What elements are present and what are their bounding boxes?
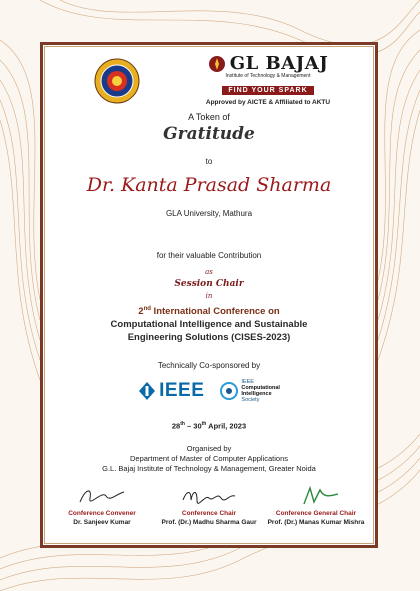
logo-subtitle: Institute of Technology & Management xyxy=(225,73,311,79)
token-line: A Token of xyxy=(188,112,230,122)
conference-line-2: Computational Intelligence and Sustainable xyxy=(110,319,308,330)
recipient-name: Dr. Kanta Prasad Sharma xyxy=(86,174,332,196)
sponsor-logos xyxy=(44,379,374,403)
ieee-text: IEEE xyxy=(159,380,205,401)
institution-logo xyxy=(192,54,344,110)
signatory-name: Prof. (Dr.) Madhu Sharma Gaur xyxy=(161,519,257,526)
cis-line-1: IEEE xyxy=(241,379,254,385)
cis-line-4: Society xyxy=(241,397,260,403)
conference-date: 28th – 30th April, 2023 xyxy=(171,421,247,431)
conference-line-1: 2nd International Conference on xyxy=(138,306,280,318)
in-text: in xyxy=(205,292,213,300)
cis-logo xyxy=(220,379,280,403)
certificate-content xyxy=(44,46,374,544)
signatures xyxy=(44,484,374,526)
recipient-affiliation: GLA University, Mathura xyxy=(165,209,253,218)
signature-chair-icon xyxy=(179,484,239,508)
signatory-convener xyxy=(50,484,154,526)
cis-swirl-icon xyxy=(220,382,238,400)
signature-general-chair-icon xyxy=(286,484,346,508)
ieee-logo xyxy=(138,380,204,402)
signatory-general-chair xyxy=(264,484,368,526)
signatory-chair xyxy=(157,484,261,526)
signatory-name: Prof. (Dr.) Manas Kumar Mishra xyxy=(267,519,365,526)
contribution-text: for their valuable Contribution xyxy=(156,251,262,260)
conference-line-3: Engineering Solutions (CISES-2023) xyxy=(127,332,291,343)
signatory-role: Conference Convener xyxy=(68,510,136,517)
organiser-institute: G.L. Bajaj Institute of Technology & Management, Greater Noida xyxy=(102,464,316,473)
certificate-heading: Gratitude xyxy=(163,124,255,144)
signature-convener-icon xyxy=(72,484,132,508)
signatory-role: Conference General Chair xyxy=(275,510,357,517)
as-text: as xyxy=(205,268,213,276)
role-title: Session Chair xyxy=(174,279,244,289)
logo-emblem-icon xyxy=(208,55,226,73)
cosponsor-line: Technically Co-sponsored by xyxy=(157,361,261,370)
cis-line-2: Computational xyxy=(241,385,280,391)
institution-seal-icon xyxy=(94,58,140,104)
approval-text: Approved by AICTE & Affiliated to AKTU xyxy=(205,99,331,106)
organiser-department: Department of Master of Computer Applications xyxy=(130,454,288,463)
signatory-role: Conference Chair xyxy=(181,510,237,517)
signatory-name: Dr. Sanjeev Kumar xyxy=(73,519,131,526)
cis-line-3: Intelligence xyxy=(241,391,272,397)
to-text: to xyxy=(205,157,213,166)
logo-name: GL BAJAJ xyxy=(229,53,329,74)
ieee-diamond-icon xyxy=(138,381,156,401)
organised-by: Organised by xyxy=(186,444,232,453)
logo-tagline: FIND YOUR SPARK xyxy=(222,86,313,95)
